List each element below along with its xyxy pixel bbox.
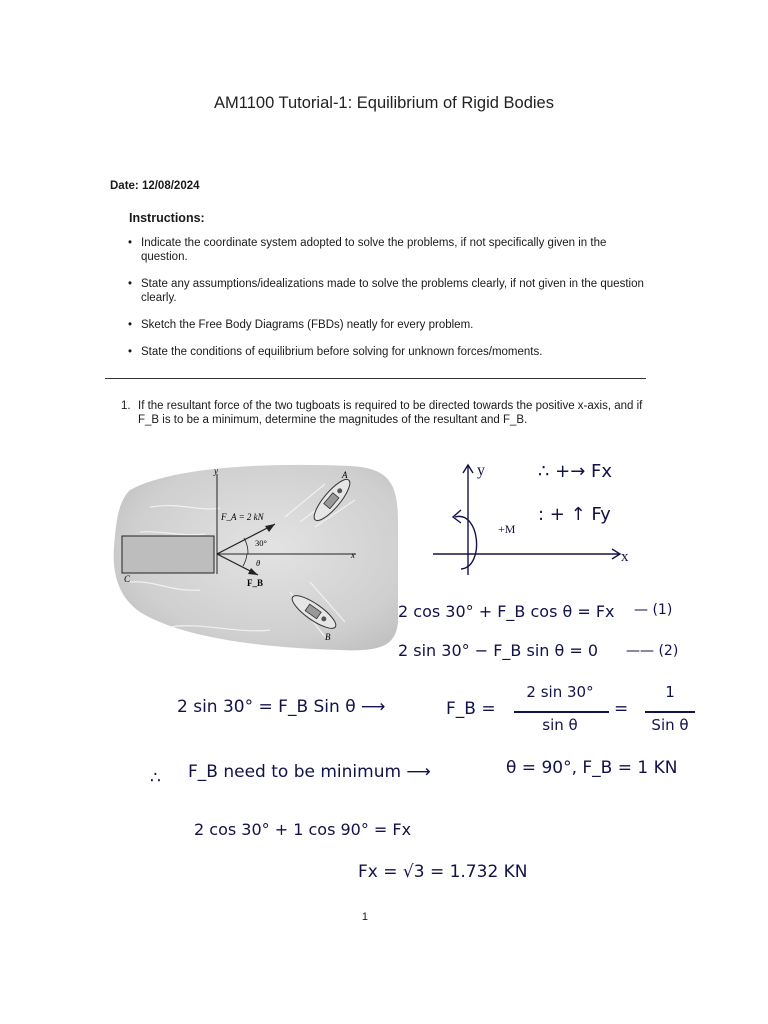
hand-eq2: 2 sin 30° − F_B sin θ = 0 [398,641,599,660]
page-number [0,911,734,923]
barge-c [122,536,214,573]
page-title: AM1100 Tutorial-1: Equilibrium of Rigid Bodies [214,94,554,112]
page-number-text: 1 [361,911,368,923]
hand-frac2-num: 1 [665,683,675,701]
fig-y-label: y [214,466,218,476]
hand-line4-result: θ = 90°, F_B = 1 KN [506,758,678,778]
hand-therefore: ∴ [150,768,161,788]
hand-eq1: 2 cos 30° + F_B cos θ = Fx [398,602,615,621]
instruction-item: • Indicate the coordinate system adopted to solve the problems, if not specifically given in the question. [128,236,656,264]
hand-line3-lhs: 2 sin 30° = F_B Sin θ ⟶ [177,697,386,717]
hand-frac1-bar [514,711,609,713]
section-divider [105,378,646,379]
hand-eq1-tag: — (1) [634,602,673,618]
fig-b-label: B [325,632,331,642]
fig-x-label: x [351,550,355,560]
hand-frac2-den: Sin θ [651,716,689,734]
instruction-item: • State the conditions of equilibrium before solving for unknown forces/moments. [128,345,656,359]
hand-frac1-num: 2 sin 30° [526,683,594,701]
hand-line3-fb: F_B = [446,699,496,719]
fig-fa-label: F_A = 2 kN [221,512,264,522]
fig-angle-label: 30° [255,538,267,548]
date-line: Date: 12/08/2024 [110,180,200,192]
instruction-item: • State any assumptions/idealizations made to solve the problems clearly, if not given in the question clearly. [128,277,656,305]
hand-sum-fx: ∴ +→ Fx [538,461,613,482]
fig-c-label: C [124,574,131,584]
hand-line3-eq: = [614,699,629,719]
hand-sum-fy: : + ↑ Fy [538,504,611,525]
hand-line4: F_B need to be minimum ⟶ [188,762,431,782]
question-text: If the resultant force of the two tugboats is required to be directed towards the positive x-axis, and if F_B is to be a minimum, determine the magnitudes of the resultant and F_B. [138,400,643,426]
fig-a-label: A [342,470,348,480]
instruction-item: • Sketch the Free Body Diagrams (FBDs) neatly for every problem. [128,318,656,332]
tugboat-figure [110,462,400,654]
hand-line5: 2 cos 30° + 1 cos 90° = Fx [194,820,412,839]
instructions-heading: Instructions: [129,211,205,225]
fig-fb-label: F_B [247,578,264,588]
hand-eq2-tag: —— (2) [626,643,679,659]
hand-line6: Fx = √3 = 1.732 KN [358,862,528,882]
question-number: 1. [121,400,131,412]
question-1 [121,399,651,427]
hand-y-label: y [477,462,485,479]
fig-theta-label: θ [256,558,261,568]
instructions-list [128,236,656,372]
hand-frac2-bar [645,711,695,713]
hand-moment-label: +M [498,522,516,536]
hand-frac1-den: sin θ [542,716,578,734]
hand-x-label: x [621,549,629,565]
